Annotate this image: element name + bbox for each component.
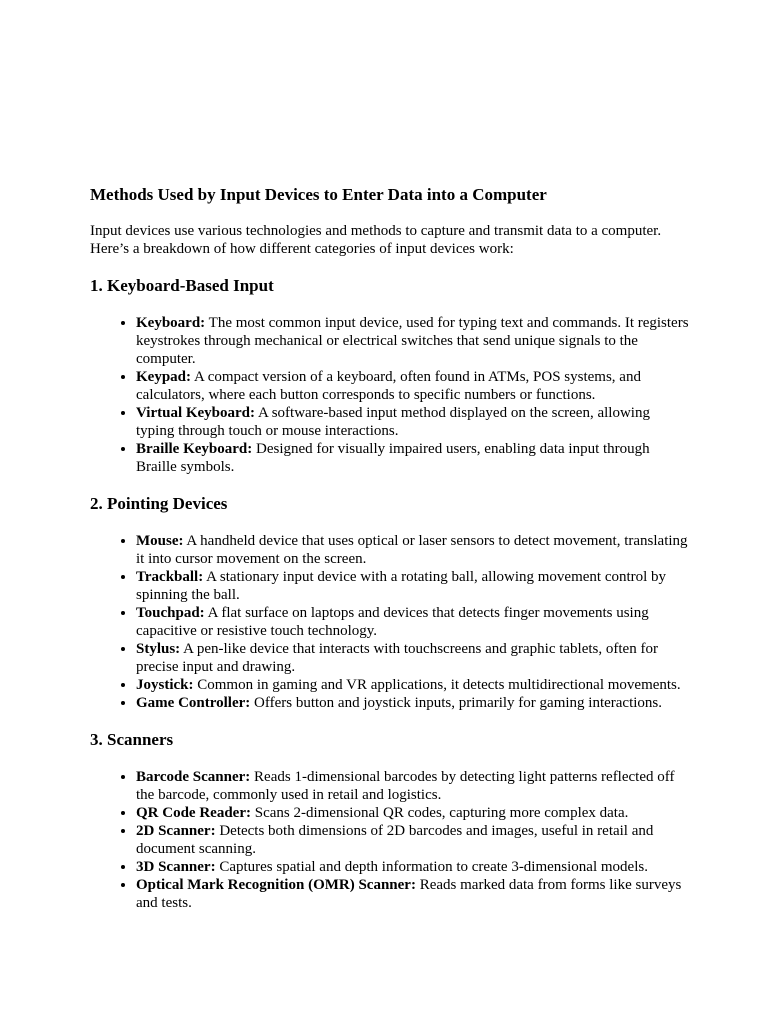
list-item — [136, 768, 690, 804]
document-title: Methods Used by Input Devices to Enter Data into a Computer — [90, 185, 547, 204]
list-item — [136, 604, 690, 640]
list-item — [136, 404, 690, 440]
list-item — [136, 532, 690, 568]
section-heading-scanners: 3. Scanners — [90, 730, 174, 749]
item-description: A pen-like device that interacts with touchscreens and graphic tablets, often for precise input and drawing. — [136, 641, 658, 675]
item-term: Touchpad: — [136, 605, 205, 621]
item-term: Barcode Scanner: — [136, 769, 251, 785]
item-description: A software-based input method displayed on the screen, allowing typing through touch or mouse interactions. — [136, 405, 650, 439]
item-term: Keyboard: — [136, 315, 206, 331]
item-description: Common in gaming and VR applications, it detects multidirectional movements. — [193, 677, 681, 693]
item-description: A handheld device that uses optical or laser sensors to detect movement, translating it into cursor movement on the screen. — [136, 533, 688, 567]
section-heading-pointing-devices: 2. Pointing Devices — [90, 494, 228, 513]
list-item — [136, 876, 690, 912]
list-item — [136, 314, 690, 368]
item-term: 2D Scanner: — [136, 823, 216, 839]
section-heading-keyboard-based-input: 1. Keyboard-Based Input — [90, 276, 274, 295]
list-item — [136, 568, 690, 604]
intro-paragraph: Input devices use various technologies and methods to capture and transmit data to a computer. Here’s a breakdown of how different categories of input devices work: — [90, 223, 662, 257]
item-description: Designed for visually impaired users, enabling data input through Braille symbols. — [136, 441, 650, 475]
item-term: Braille Keyboard: — [136, 441, 253, 457]
keyboard-input-list — [90, 314, 690, 476]
item-description: Detects both dimensions of 2D barcodes and images, useful in retail and document scanning. — [136, 823, 654, 857]
list-item — [136, 804, 690, 822]
item-term: 3D Scanner: — [136, 859, 216, 875]
item-term: Trackball: — [136, 569, 204, 585]
item-term: Optical Mark Recognition (OMR) Scanner: — [136, 877, 416, 893]
list-item — [136, 676, 690, 694]
list-item — [136, 368, 690, 404]
list-item — [136, 440, 690, 476]
item-description: Captures spatial and depth information to create 3-dimensional models. — [215, 859, 648, 875]
document-page — [90, 184, 690, 912]
pointing-devices-list — [90, 532, 690, 712]
item-description: The most common input device, used for typing text and commands. It registers keystrokes through mechanical or electrical switches that send unique signals to the computer. — [136, 315, 689, 367]
item-description: A stationary input device with a rotating ball, allowing movement control by spinning the ball. — [136, 569, 667, 603]
item-term: Stylus: — [136, 641, 181, 657]
item-term: Mouse: — [136, 533, 184, 549]
item-term: Joystick: — [136, 677, 194, 693]
item-description: A compact version of a keyboard, often found in ATMs, POS systems, and calculators, where each button corresponds to specific numbers or functions. — [136, 369, 641, 403]
item-term: Game Controller: — [136, 695, 251, 711]
item-term: Virtual Keyboard: — [136, 405, 256, 421]
scanners-list — [90, 768, 690, 912]
list-item — [136, 822, 690, 858]
item-description: Reads marked data from forms like surveys and tests. — [136, 877, 682, 911]
item-description: A flat surface on laptops and devices that detects finger movements using capacitive or resistive touch technology. — [136, 605, 649, 639]
item-description: Reads 1-dimensional barcodes by detecting light patterns reflected off the barcode, commonly used in retail and logistics. — [136, 769, 675, 803]
list-item — [136, 858, 690, 876]
item-term: Keypad: — [136, 369, 192, 385]
item-description: Scans 2-dimensional QR codes, capturing more complex data. — [250, 805, 629, 821]
list-item — [136, 694, 690, 712]
item-term: QR Code Reader: — [136, 805, 251, 821]
item-description: Offers button and joystick inputs, primarily for gaming interactions. — [250, 695, 663, 711]
list-item — [136, 640, 690, 676]
